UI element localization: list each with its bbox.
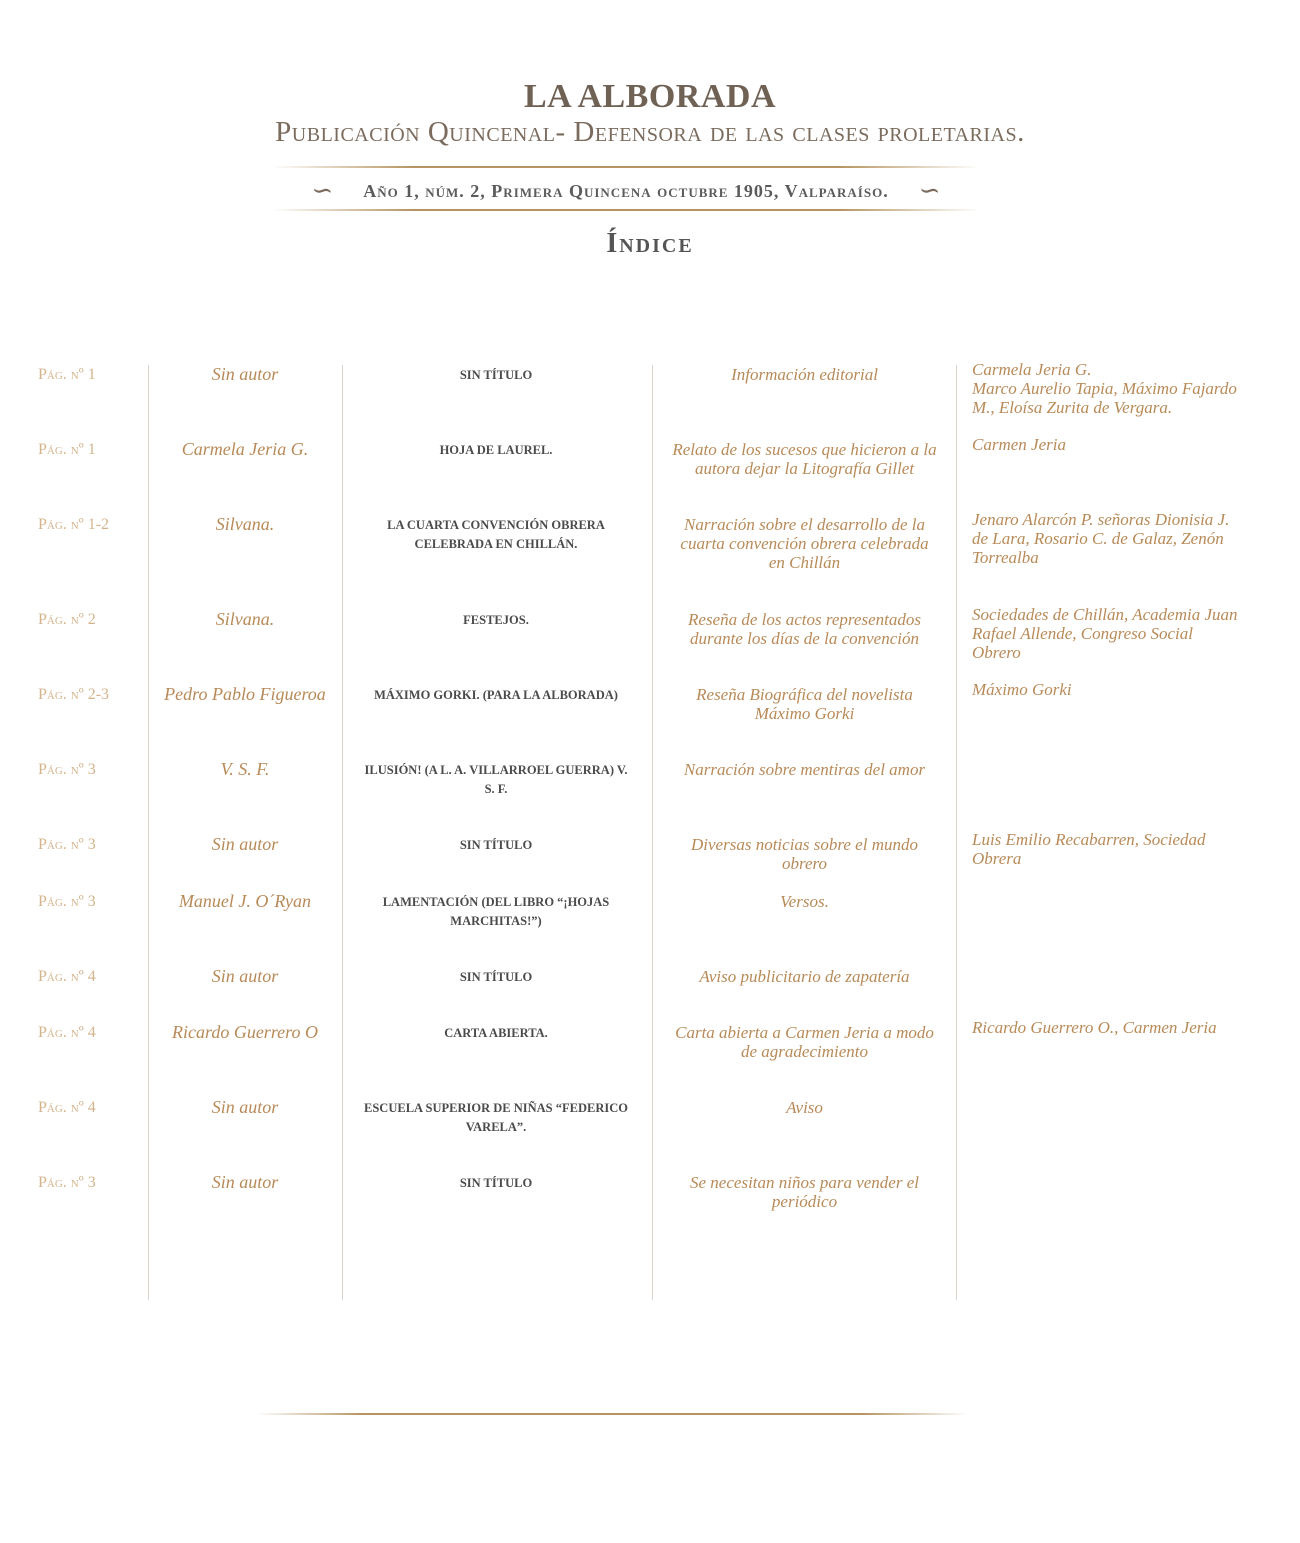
author: Ricardo Guerrero O bbox=[172, 1022, 318, 1042]
page-ref: Pág. nº 4 bbox=[38, 1024, 96, 1041]
persons-mentioned: Carmen Jeria bbox=[972, 435, 1066, 454]
issue-line bbox=[272, 178, 980, 204]
persons-mentioned: Jenaro Alarcón P. señoras Dionisia J. de Lara, Rosario C. de Galaz, Zenón Torrealba bbox=[972, 510, 1230, 567]
bottom-divider bbox=[256, 1413, 968, 1415]
left-ornament-icon: ∽ bbox=[311, 176, 334, 206]
page-ref: Pág. nº 2-3 bbox=[38, 686, 110, 703]
page-ref: Pág. nº 3 bbox=[38, 893, 96, 910]
author: Manuel J. O´Ryan bbox=[178, 891, 312, 911]
issue-info: Año 1, núm. 2, Primera Quincena octubre 1905, Valparaíso. bbox=[363, 180, 889, 201]
article-title: ESCUELA SUPERIOR DE NIÑAS “FEDERICO VARELA”. bbox=[364, 1101, 628, 1134]
column-divider bbox=[342, 365, 343, 1300]
article-title: MÁXIMO GORKI. (PARA LA ALBORADA) bbox=[374, 688, 618, 702]
description: Información editorial bbox=[731, 365, 878, 384]
article-title: CARTA ABIERTA. bbox=[444, 1026, 548, 1040]
description: Narración sobre mentiras del amor bbox=[683, 760, 926, 779]
page-ref: Pág. nº 1-2 bbox=[38, 516, 110, 533]
description: Aviso bbox=[786, 1098, 823, 1117]
description: Narración sobre el desarrollo de la cuarta convención obrera celebrada en Chillán bbox=[680, 515, 929, 572]
author: Pedro Pablo Figueroa bbox=[164, 684, 326, 704]
author: V. S. F. bbox=[220, 759, 270, 779]
article-title: SIN TÍTULO bbox=[459, 970, 533, 984]
page-ref: Pág. nº 4 bbox=[38, 1099, 96, 1116]
page-ref: Pág. nº 1 bbox=[38, 366, 96, 383]
index-table bbox=[0, 360, 1300, 1300]
article-title: SIN TÍTULO bbox=[459, 838, 533, 852]
article-title: LAMENTACIÓN (DEL LIBRO “¡HOJAS MARCHITAS!”) bbox=[382, 895, 610, 928]
page-ref: Pág. nº 2 bbox=[38, 611, 96, 628]
page-ref: Pág. nº 3 bbox=[38, 761, 96, 778]
page-ref: Pág. nº 4 bbox=[38, 968, 96, 985]
issue-divider bbox=[272, 209, 980, 211]
article-title: ILUSIÓN! (A L. A. VILLARROEL GUERRA) V. S. F. bbox=[364, 763, 628, 796]
persons-mentioned: Sociedades de Chillán, Academia Juan Rafael Allende, Congreso Social Obrero bbox=[972, 605, 1238, 662]
masthead bbox=[0, 78, 1300, 148]
persons-mentioned: Ricardo Guerrero O., Carmen Jeria bbox=[972, 1018, 1217, 1037]
description: Diversas noticias sobre el mundo obrero bbox=[691, 835, 918, 873]
author: Sin autor bbox=[211, 966, 279, 986]
description: Se necesitan niños para vender el periódico bbox=[690, 1173, 919, 1211]
top-divider bbox=[272, 166, 980, 168]
publication-subtitle: Publicación Quincenal- Defensora de las clases proletarias. bbox=[275, 116, 1025, 148]
description: Versos. bbox=[780, 892, 829, 911]
index-heading: Índice bbox=[606, 228, 694, 259]
author: Sin autor bbox=[211, 1097, 279, 1117]
page-ref: Pág. nº 3 bbox=[38, 1174, 96, 1191]
author: Sin autor bbox=[211, 1172, 279, 1192]
author: Sin autor bbox=[211, 834, 279, 854]
article-title: SIN TÍTULO bbox=[459, 1176, 533, 1190]
description: Aviso publicitario de zapatería bbox=[699, 967, 910, 986]
column-divider bbox=[956, 365, 957, 1300]
column-divider bbox=[652, 365, 653, 1300]
author: Silvana. bbox=[215, 514, 275, 534]
author: Silvana. bbox=[215, 609, 275, 629]
article-title: HOJA DE LAUREL. bbox=[439, 443, 553, 457]
persons-mentioned: Máximo Gorki bbox=[972, 680, 1072, 699]
description: Reseña de los actos representados durante los días de la convención bbox=[688, 610, 921, 648]
author: Carmela Jeria G. bbox=[181, 439, 309, 459]
page-ref: Pág. nº 3 bbox=[38, 836, 96, 853]
author: Sin autor bbox=[211, 364, 279, 384]
description: Relato de los sucesos que hicieron a la autora dejar la Litografía Gillet bbox=[672, 440, 937, 478]
description: Carta abierta a Carmen Jeria a modo de agradecimiento bbox=[675, 1023, 934, 1061]
persons-mentioned: Luis Emilio Recabarren, Sociedad Obrera bbox=[972, 830, 1206, 868]
description: Reseña Biográfica del novelista Máximo Gorki bbox=[696, 685, 913, 723]
persons-mentioned: Carmela Jeria G. Marco Aurelio Tapia, Máximo Fajardo M., Eloísa Zurita de Vergara. bbox=[972, 360, 1237, 417]
article-title: SIN TÍTULO bbox=[459, 368, 533, 382]
article-title: FESTEJOS. bbox=[463, 613, 529, 627]
right-ornament-icon: ∽ bbox=[918, 176, 941, 206]
page-ref: Pág. nº 1 bbox=[38, 441, 96, 458]
column-divider bbox=[148, 365, 149, 1300]
article-title: LA CUARTA CONVENCIÓN OBRERA CELEBRADA EN CHILLÁN. bbox=[387, 518, 605, 551]
publication-title: LA ALBORADA bbox=[523, 78, 777, 115]
